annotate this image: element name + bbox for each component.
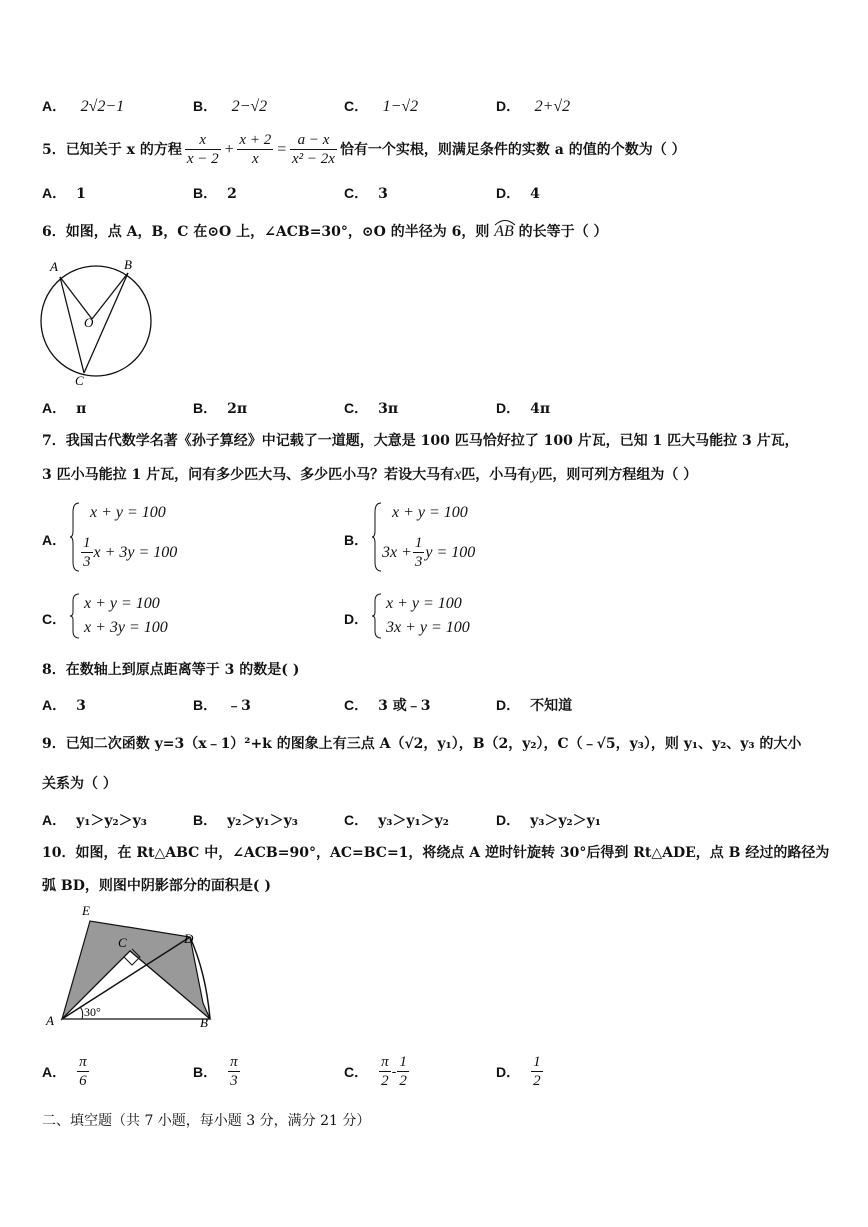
q7-line2: 3 匹小马能拉 1 片瓦，问有多少匹大马、多少匹小马？若设大马有x匹，小马有y匹，则可列方程组为（ ） xyxy=(42,466,698,483)
q6-option-b: B． 2π xyxy=(193,400,248,417)
q5-frac3: $\frac{a - x}{\text{x² − 2x}}$ xyxy=(292,132,335,167)
q10-option-c: C． $\frac{\pi}{2}$ - $\frac{1}{2}$ xyxy=(344,1054,407,1089)
q10-label-b: B xyxy=(200,1015,208,1030)
q7-line1: 7．我国古代数学名著《孙子算经》中记载了一道题，大意是 100 匹马恰好拉了 100 片瓦，已知 1 匹大马能拉 3 片瓦， xyxy=(42,433,799,449)
q5-equals: = xyxy=(276,140,287,158)
q6-circle-figure xyxy=(38,255,158,387)
q8-stem: 8．在数轴上到原点距离等于 3 的数是( ) xyxy=(42,662,300,678)
q6-label-c: C xyxy=(75,373,84,387)
q7-system-d: x + y = 100 3x + y = 100 xyxy=(372,593,522,641)
q10-angle-label: 30° xyxy=(84,1005,101,1019)
q5-option-b: B． 2 xyxy=(193,185,237,202)
q5-frac1: $\frac{x}{x - 2}$ xyxy=(186,132,219,167)
q10-option-d: D． $\frac{1}{2}$ xyxy=(496,1054,541,1089)
q5-option-c: C． 3 xyxy=(344,185,388,202)
q8-option-b: B． ﹣3 xyxy=(193,697,251,714)
q5-option-d: D． 4 xyxy=(496,185,540,202)
q5-plus: + xyxy=(223,140,235,158)
q9-option-d: D． y₃＞y₂＞y₁ xyxy=(496,812,601,829)
q5-prefix: 5．已知关于 x 的方程 xyxy=(42,141,182,158)
q6-option-c: C． 3π xyxy=(344,400,399,417)
q4-option-b-math: 2−√2 xyxy=(231,98,268,115)
q10-label-c: C xyxy=(118,935,127,950)
arc-symbol-icon xyxy=(494,218,516,226)
q10-label-a: A xyxy=(46,1013,54,1028)
q4-option-c-math: 1−√2 xyxy=(382,98,419,115)
q6-stem xyxy=(42,223,608,241)
q9-line1: 9．已知二次函数 y=3（x﹣1）²+k 的图象上有三点 A（√2，y₁），B（2，y₂），C（﹣√5，y₃），则 y₁、y₂、y₃ 的大小 xyxy=(42,736,802,752)
q4-option-d xyxy=(496,96,570,116)
brace-icon xyxy=(70,502,80,572)
q9-line2: 关系为（ ） xyxy=(42,776,117,792)
q7-system-a: x + y = 100 $\frac{1}{3}$ x + 3y = 100 xyxy=(70,502,220,574)
q5-suffix: 恰有一个实根，则满足条件的实数 a 的值的个数为（ ） xyxy=(339,141,686,158)
q8-option-d: D． 不知道 xyxy=(496,697,573,714)
q7-option-a: A． xyxy=(42,532,67,548)
brace-icon xyxy=(372,593,382,639)
q6-option-a: A． π xyxy=(42,400,87,417)
q4-option-d-math: 2+√2 xyxy=(534,98,571,115)
q6-arc-ab: AB xyxy=(494,223,514,241)
q9-option-a: A． y₁＞y₂＞y₃ xyxy=(42,812,147,829)
q4-option-b xyxy=(193,96,267,116)
q6-text: 6．如图，点 A，B，C 在⊙O 上，∠ACB=30°，⊙O 的半径为 6，则 xyxy=(42,224,490,240)
q7-option-b: B． xyxy=(344,532,369,548)
option-label: A． xyxy=(42,98,67,114)
option-label: C． xyxy=(344,98,369,114)
section-heading-fill-in: 二、填空题（共 7 小题，每小题 3 分，满分 21 分） xyxy=(42,1113,371,1129)
q8-option-c: C． 3 或﹣3 xyxy=(344,697,431,714)
q4-option-c xyxy=(344,96,418,116)
q7-system-b: x + y = 100 3x + $\frac{1}{3}$ y = 100 xyxy=(372,502,522,574)
brace-icon xyxy=(372,502,382,572)
q10-option-b: B． $\frac{\pi}{3}$ xyxy=(193,1054,238,1089)
q10-label-e: E xyxy=(82,903,90,918)
q10-line1: 10．如图，在 Rt△ABC 中，∠ACB=90°，AC=BC=1，将绕点 A 逆时针旋转 30°后得到 Rt△ADE，点 B 经过的路径为 xyxy=(42,845,830,861)
option-label: D． xyxy=(496,98,521,114)
q5-stem xyxy=(42,131,686,168)
q4-option-a xyxy=(42,96,124,116)
q10-option-a: A． $\frac{\pi}{6}$ xyxy=(42,1054,87,1089)
q6-suffix: 的长等于（ ） xyxy=(518,224,608,240)
q6-label-b: B xyxy=(124,257,132,272)
q10-rotation-figure xyxy=(40,903,225,1033)
option-label: B． xyxy=(193,98,218,114)
q5-frac2: $\frac{x + 2}{x}$ xyxy=(239,132,272,167)
q8-option-a: A． 3 xyxy=(42,697,86,714)
q5-option-a: A． 1 xyxy=(42,185,86,202)
q6-label-a: A xyxy=(50,259,58,274)
q7-system-c: x + y = 100 x + 3y = 100 xyxy=(70,593,220,641)
q6-option-d: D． 4π xyxy=(496,400,551,417)
q4-option-a-math: 2√2−1 xyxy=(80,98,125,115)
brace-icon xyxy=(70,593,80,639)
q10-line2: 弧 BD，则图中阴影部分的面积是( ) xyxy=(42,878,271,894)
q9-option-b: B． y₂＞y₁＞y₃ xyxy=(193,812,298,829)
q6-label-o: O xyxy=(84,315,94,330)
q10-label-d: D xyxy=(184,931,194,946)
q7-option-d: D． xyxy=(344,611,369,627)
q9-option-c: C． y₃＞y₁＞y₂ xyxy=(344,812,449,829)
q7-option-c: C． xyxy=(42,611,67,627)
